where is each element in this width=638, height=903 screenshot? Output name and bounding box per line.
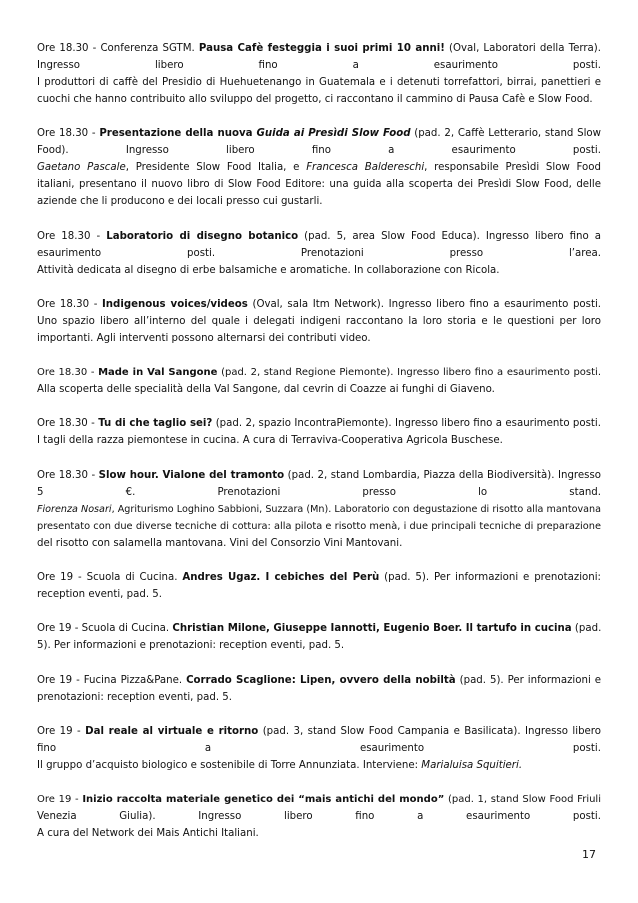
text-segment: Food). Ingresso libero fino a esaurimento posti.: [37, 145, 601, 157]
text-segment: (Oval, Laboratori della Terra).: [444, 43, 602, 54]
text-line: [37, 484, 601, 501]
text-segment: Venezia Giulia). Ingresso libero fino a esaurimento posti.: [37, 811, 601, 823]
text-line: [37, 176, 601, 193]
text-segment: Tu di che taglio sei?: [98, 418, 213, 430]
event-entry: [37, 415, 601, 449]
text-segment: Slow hour. Vialone del tramonto: [98, 469, 285, 481]
text-segment: Ore 18.30 -: [37, 230, 107, 242]
text-segment: Ore 18.30 -: [37, 298, 103, 310]
text-segment: aziende che li producono e dei locali presso cui gustarli.: [37, 196, 323, 208]
text-line: [37, 569, 601, 586]
text-segment: (pad. 2, stand Lombardia, Piazza della Biodiversità). Ingresso: [284, 469, 602, 481]
text-segment: reception eventi, pad. 5.: [37, 589, 163, 601]
text-segment: del risotto con salamella mantovana. Vini del Consorzio Vini Mantovani.: [37, 537, 403, 549]
text-line: [37, 467, 601, 484]
text-segment: (pad. 2, spazio IncontraPiemonte). Ingresso libero fino a esaurimento posti.: [212, 418, 601, 430]
text-line: [37, 620, 601, 637]
text-segment: Pausa Cafè festeggia i suoi primi 10 anni!: [198, 43, 445, 54]
text-segment: Ore 19 -: [37, 725, 86, 737]
text-segment: Francesca Baldereschi: [306, 162, 425, 174]
text-segment: esaurimento posti. Prenotazioni presso l’area.: [37, 247, 601, 259]
event-entry: [37, 40, 601, 108]
text-line: [37, 825, 601, 842]
text-line: [37, 381, 601, 398]
text-segment: Inizio raccolta materiale genetico dei “mais antichi del mondo”: [82, 794, 445, 806]
text-segment: (pad. 2, Caffè Letterario, stand Slow: [410, 128, 601, 140]
text-segment: (pad. 1, stand Slow Food Friuli: [444, 794, 601, 806]
text-line: [37, 330, 601, 347]
text-line: [37, 637, 601, 654]
text-segment: (pad. 5). Per informazioni e prenotazioni:: [379, 572, 601, 584]
text-segment: (Oval, sala Itm Network). Ingresso libero fino a esaurimento posti.: [247, 298, 602, 310]
text-line: [37, 91, 601, 108]
event-entry: [37, 620, 601, 654]
text-segment: Andres Ugaz. I cebiches del Perù: [182, 572, 380, 584]
text-segment: Ore 18.30 -: [37, 128, 100, 140]
text-segment: Made in Val Sangone: [98, 367, 218, 379]
text-line: [37, 757, 601, 774]
text-line: [37, 518, 601, 535]
text-segment: 5). Per informazioni e prenotazioni: reception eventi, pad. 5.: [37, 640, 345, 652]
text-segment: (pad. 3, stand Slow Food Campania e Basilicata). Ingresso libero: [258, 725, 601, 737]
text-line: [37, 432, 601, 449]
text-segment: presentato con due diverse tecniche di cottura: alla pilota e risotto menà, i due principali tecniche di preparazione: [37, 520, 601, 532]
event-entry: [37, 228, 601, 279]
text-line: [37, 672, 601, 689]
event-entry: [37, 467, 601, 552]
document-page: [37, 40, 601, 860]
text-segment: Ore 18.30 -: [37, 367, 99, 379]
text-line: [37, 74, 601, 91]
text-segment: Ore 18.30 -: [37, 418, 99, 430]
page-number: 17: [582, 848, 596, 861]
text-segment: Ingresso libero fino a esaurimento posti.: [37, 60, 601, 71]
text-line: [37, 808, 601, 825]
text-segment: Laboratorio di disegno botanico: [106, 230, 299, 242]
text-line: [37, 723, 601, 740]
text-line: [37, 228, 601, 245]
text-line: [37, 791, 601, 808]
text-segment: Dal reale al virtuale e ritorno: [85, 725, 259, 737]
text-segment: Corrado Scaglione: Lipen, ovvero della nobiltà: [186, 674, 456, 686]
text-segment: Il gruppo d’acquisto biologico e sostenibile di Torre Annunziata. Interviene:: [37, 759, 422, 771]
text-segment: Ore 19 - Scuola di Cucina.: [37, 572, 183, 584]
event-entry: [37, 364, 601, 398]
text-segment: (pad. 2, stand Regione Piemonte). Ingresso libero fino a esaurimento posti.: [217, 367, 602, 379]
text-segment: Christian Milone, Giuseppe Iannotti, Eugenio Boer. Il tartufo in cucina: [172, 623, 572, 635]
text-segment: , Presidente Slow Food Italia, e: [125, 162, 307, 174]
event-entry: [37, 569, 601, 603]
text-line: [37, 142, 601, 159]
text-line: [37, 415, 601, 432]
event-entry: [37, 723, 601, 774]
text-segment: Ore 18.30 -: [37, 469, 99, 481]
text-line: [37, 262, 601, 279]
text-line: [37, 159, 601, 176]
text-segment: (pad.: [571, 623, 602, 635]
text-segment: Ore 19 - Fucina Pizza&Pane.: [37, 674, 187, 686]
text-segment: A cura del Network dei Mais Antichi Italiani.: [37, 828, 259, 840]
text-segment: Indigenous voices/videos: [102, 298, 248, 310]
text-segment: Presentazione della nuova: [99, 128, 257, 140]
event-entry: [37, 791, 601, 842]
text-segment: fino a esaurimento posti.: [37, 742, 601, 754]
text-line: [37, 535, 601, 552]
text-segment: cuochi che hanno contribuito allo sviluppo del progetto, ci raccontano il cammino di Pausa Cafè e Slow Food.: [37, 94, 593, 105]
text-line: [37, 313, 601, 330]
text-segment: importanti. Agli interventi possono alternarsi dei contributi video.: [37, 332, 371, 344]
text-line: [37, 296, 601, 313]
text-line: [37, 689, 601, 706]
text-segment: , Agriturismo Loghino Sabbioni, Suzzara (Mn). Laboratorio con degustazione di risotto alla mantovana: [111, 503, 601, 515]
text-segment: Gaetano Pascale: [37, 162, 126, 174]
text-segment: Ore 19 -: [37, 794, 83, 806]
text-segment: Guida ai Presìdi Slow Food: [256, 128, 411, 140]
text-segment: Ore 18.30 - Conferenza SGTM.: [37, 43, 199, 54]
event-entry: [37, 672, 601, 706]
text-segment: Uno spazio libero all’interno del quale i delegati indigeni raccontano la loro storia e le questioni per loro: [37, 315, 601, 327]
text-line: [37, 125, 601, 142]
text-segment: Fiorenza Nosari: [37, 503, 112, 515]
text-segment: 5 €. Prenotazioni presso lo stand.: [37, 486, 601, 498]
text-segment: Alla scoperta delle specialità della Val Sangone, dal cevrin di Coazze ai funghi di Giaveno.: [37, 384, 495, 396]
text-line: [37, 586, 601, 603]
text-segment: Ore 19 - Scuola di Cucina.: [37, 623, 173, 635]
text-line: [37, 245, 601, 262]
text-line: [37, 501, 601, 518]
event-entry: [37, 296, 601, 347]
text-line: [37, 740, 601, 757]
text-segment: I tagli della razza piemontese in cucina. A cura di Terraviva-Cooperativa Agricola Buschese.: [37, 435, 503, 447]
event-entry: [37, 125, 601, 210]
text-segment: Attività dedicata al disegno di erbe balsamiche e aromatiche. In collaborazione con Ricola.: [37, 264, 500, 276]
text-segment: Marialuisa Squitieri.: [421, 759, 523, 771]
text-line: [37, 40, 601, 57]
text-segment: (pad. 5). Per informazioni e: [455, 674, 601, 686]
text-segment: italiani, presentano il nuovo libro di Slow Food Editore: una guida alla scoperta dei Presìdi Slow Food, delle: [37, 179, 601, 191]
text-segment: , responsabile Presìdi Slow Food: [424, 162, 601, 174]
text-line: [37, 57, 601, 74]
text-line: [37, 364, 601, 381]
text-segment: prenotazioni: reception eventi, pad. 5.: [37, 691, 233, 703]
text-line: [37, 193, 601, 210]
text-segment: I produttori di caffè del Presidio di Huehuetenango in Guatemala e i detenuti torrefattori, birrai, panettieri e: [37, 77, 601, 88]
text-segment: (pad. 5, area Slow Food Educa). Ingresso libero fino a: [298, 230, 601, 242]
